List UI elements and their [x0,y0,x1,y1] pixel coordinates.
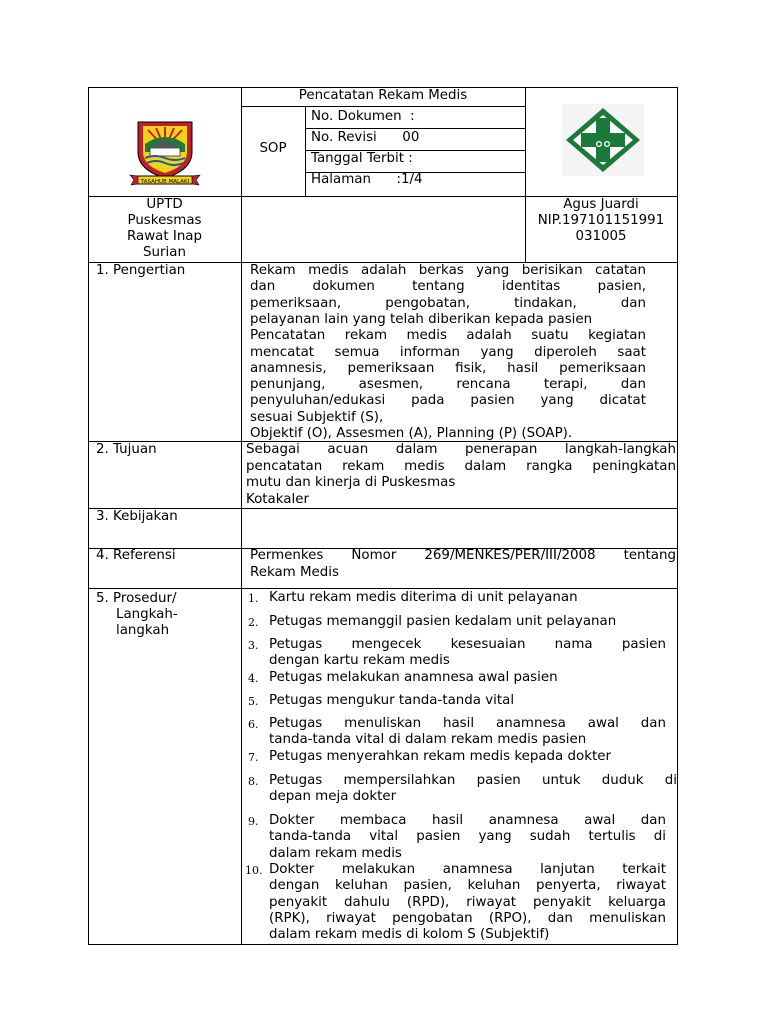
label-pengertian: 1. Pengertian [96,263,186,278]
pengertian-line: Objektif (O), Assesmen (A), Planning (P) (SOAP). [250,426,573,441]
regional-logo [128,118,208,190]
signer-nip-cont: 031005 [575,229,627,244]
step-number: 3. [248,639,259,652]
document-title: Pencatatan Rekam Medis [298,88,468,103]
tujuan-line: mutu dan kinerja di Puskesmas [246,475,456,490]
tujuan-line: Kotakaler [246,491,309,507]
signer-name: Agus Juardi [563,197,639,212]
step-text: penyakit dahulu (RPD), riwayat penyakit keluarga [269,894,666,910]
step-text: Dokter membaca hasil anamnesa awal dan [269,813,666,828]
sop-label: SOP [259,141,287,156]
label-prosedur-cont: langkah [116,623,170,638]
org-line: Rawat Inap [126,229,203,244]
pengertian-line: pemeriksaan, pengobatan, tindakan, dan [250,295,646,311]
step-number: 8. [248,775,259,788]
border-right [677,87,678,945]
step-text: Petugas mengukur tanda-tanda vital [269,693,515,708]
puskesmas-logo [562,104,644,176]
step-number: 4. [248,672,259,685]
referensi-line: Permenkes Nomor 269/MENKES/PER/III/2008 tentang [250,548,676,563]
step-text: tanda-tanda vital pasien yang sudah tertulis di [269,829,666,845]
pengertian-line: penyuluhan/edukasi pada pasien yang dicatat [250,393,646,409]
step-number: 10. [245,864,263,877]
pengertian-line: anamnesis, pemeriksaan fisik, hasil pemeriksaan [250,360,646,376]
pengertian-line: penunjang, asesmen, rencana terapi, dan [250,377,646,393]
field-no-dokumen: No. Dokumen : [311,109,415,124]
org-line: UPTD [146,197,183,212]
step-text: tanda-tanda vital di dalam rekam medis pasien [269,732,587,748]
divider-title [241,106,525,107]
step-number: 1. [248,592,259,605]
org-line: Surian [143,245,186,260]
step-text: Dokter melakukan anamnesa lanjutan terkait [269,862,666,877]
border-bottom [88,944,678,945]
pengertian-line: pelayanan lain yang telah diberikan kepada pasien [250,311,593,327]
pengertian-line: dan dokumen tentang identitas pasien, [250,279,646,295]
divider-col1 [241,87,242,945]
step-text: dalam rekam medis di kolom S (Subjektif) [269,927,550,943]
step-text: Kartu rekam medis diterima di unit pelayanan [269,590,578,605]
signer-nip: NIP.197101151991 [537,213,665,228]
step-text: Petugas mempersilahkan pasien untuk duduk di [269,773,677,788]
divider-referensi [88,588,678,589]
pengertian-line: Rekam medis adalah berkas yang berisikan catatan [250,263,646,278]
step-number: 2. [248,616,259,629]
step-number: 9. [248,815,259,828]
step-text: Petugas menuliskan hasil anamnesa awal dan [269,716,666,731]
label-prosedur-cont: Langkah- [116,607,178,622]
field-no-revisi: No. Revisi 00 [311,130,420,145]
step-text: dalam rekam medis [269,845,402,861]
step-text: Petugas memanggil pasien kedalam unit pelayanan [269,614,617,629]
step-text: dengan kartu rekam medis [269,653,450,669]
pengertian-line: Pencatatan rekam medis adalah suatu kegiatan [250,328,646,344]
field-halaman: Halaman :1/4 [311,172,423,187]
step-text: depan meja dokter [269,789,397,805]
label-kebijakan: 3. Kebijakan [96,509,178,524]
step-text: (RPK), riwayat pengobatan (RPO), dan menuliskan [269,910,666,926]
referensi-line: Rekam Medis [250,564,339,580]
org-line: Puskesmas [127,213,202,228]
pengertian-line: mencatat semua informan yang diperoleh saat [250,344,646,360]
step-text: dengan keluhan pasien, keluhan penyerta, riwayat [269,878,666,894]
step-number: 7. [248,751,259,764]
divider-field1 [305,128,525,129]
tujuan-line: pencatatan rekam medis dalam rangka peningkatan [246,458,676,474]
label-tujuan: 2. Tujuan [96,442,157,457]
step-text: Petugas menyerahkan rekam medis kepada dokter [269,749,611,764]
label-referensi: 4. Referensi [96,548,176,563]
divider-sop [305,106,306,196]
step-text: Petugas melakukan anamnesa awal pasien [269,670,558,685]
step-number: 6. [248,718,259,731]
step-number: 5. [248,695,259,708]
logo-banner-text: TASAHUB MALAKI [140,179,190,185]
field-tanggal-terbit: Tanggal Terbit : [311,151,413,166]
pengertian-line: sesuai Subjektif (S), [250,409,384,425]
label-prosedur: 5. Prosedur/ [96,591,177,606]
tujuan-line: Sebagai acuan dalam penerapan langkah-langkah [246,442,676,457]
step-text: Petugas mengecek kesesuaian nama pasien [269,637,666,652]
